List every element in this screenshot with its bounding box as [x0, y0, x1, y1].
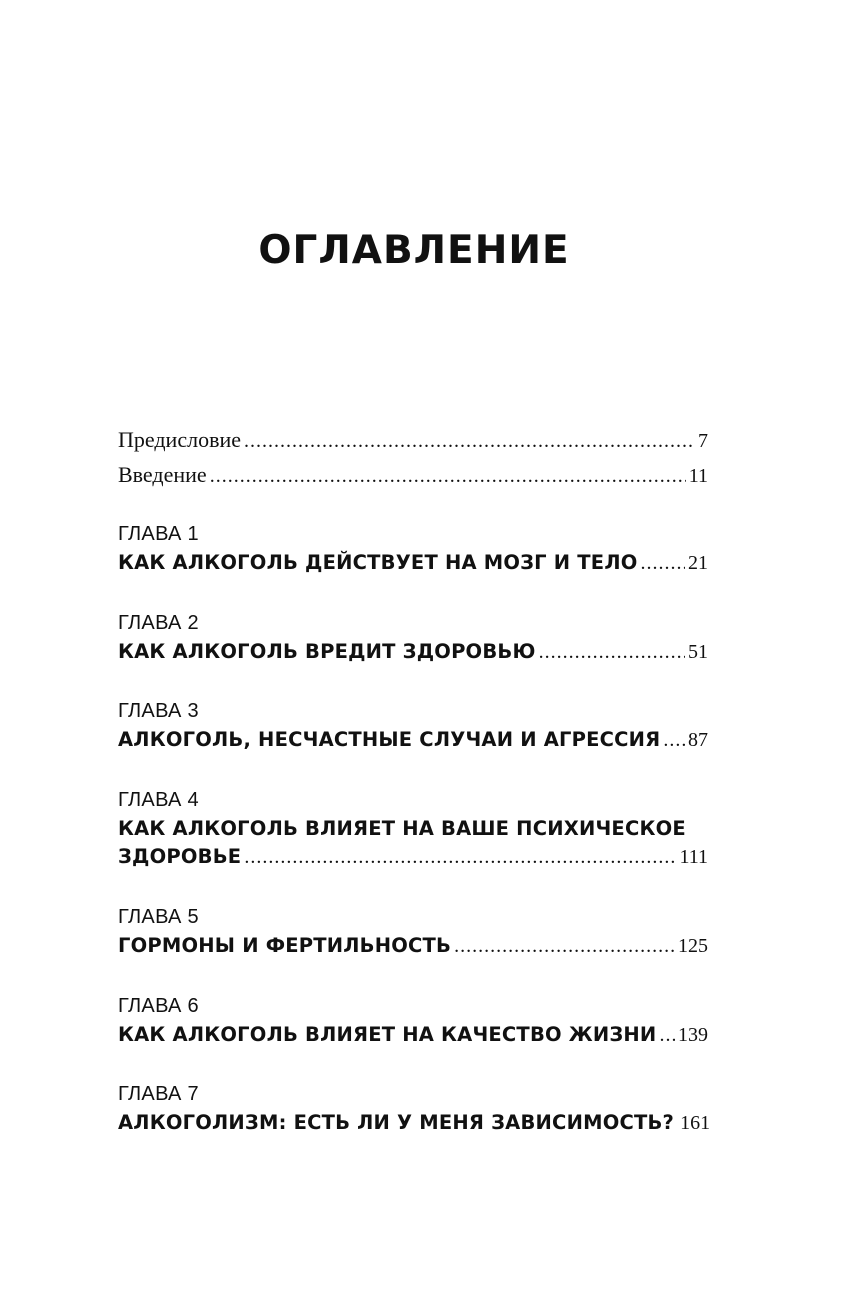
toc-page-number: 125	[678, 935, 708, 957]
toc-page-number: 111	[679, 846, 708, 868]
toc-page-number: 51	[688, 641, 708, 663]
toc-entry-chapter-2[interactable]	[118, 640, 708, 664]
chapter-label: ГЛАВА 7	[118, 1083, 199, 1105]
toc-entry-label: Введение	[118, 462, 207, 487]
toc-page-number: 139	[678, 1024, 708, 1046]
chapter-label: ГЛАВА 4	[118, 789, 199, 811]
toc-entry-chapter-1[interactable]	[118, 551, 708, 575]
toc-page-number: 21	[688, 552, 708, 574]
toc-page-number: 11	[688, 465, 708, 487]
chapter-label: ГЛАВА 2	[118, 612, 199, 634]
chapter-title: ГОРМОНЫ И ФЕРТИЛЬНОСТЬ	[118, 934, 452, 957]
toc-entry-label: Предисловие	[118, 427, 241, 452]
chapter-title: АЛКОГОЛИЗМ: ЕСТЬ ЛИ У МЕНЯ ЗАВИСИМОСТЬ?	[118, 1111, 675, 1134]
dot-leader	[210, 465, 686, 488]
dot-leader	[244, 430, 695, 453]
dot-leader	[539, 641, 685, 664]
chapter-title: КАК АЛКОГОЛЬ ВЛИЯЕТ НА КАЧЕСТВО ЖИЗНИ	[118, 1023, 657, 1046]
toc-entry-chapter-3[interactable]	[118, 728, 708, 752]
chapter-label: ГЛАВА 3	[118, 700, 199, 722]
dot-leader	[244, 846, 676, 869]
chapter-label: ГЛАВА 6	[118, 995, 199, 1017]
toc-page-number: 161	[680, 1112, 711, 1134]
chapter-title-line-1[interactable]: КАК АЛКОГОЛЬ ВЛИЯЕТ НА ВАШЕ ПСИХИЧЕСКОЕ	[118, 817, 686, 840]
toc-entry-chapter-5[interactable]	[118, 934, 708, 958]
toc-entry-introduction[interactable]	[118, 462, 708, 488]
chapter-title: КАК АЛКОГОЛЬ ВРЕДИТ ЗДОРОВЬЮ	[118, 640, 536, 663]
dot-leader	[659, 1024, 675, 1047]
dot-leader	[663, 729, 685, 752]
chapter-title: КАК АЛКОГОЛЬ ДЕЙСТВУЕТ НА МОЗГ И ТЕЛО	[118, 551, 638, 574]
dot-leader	[641, 552, 686, 575]
page-title: ОГЛАВЛЕНИЕ	[258, 228, 570, 273]
toc-page-number: 7	[698, 430, 708, 452]
toc-entry-chapter-4[interactable]	[118, 845, 708, 869]
toc-entry-preface[interactable]	[118, 427, 708, 453]
dot-leader	[454, 935, 675, 958]
chapter-title: АЛКОГОЛЬ, НЕСЧАСТНЫЕ СЛУЧАИ И АГРЕССИЯ	[118, 728, 661, 751]
toc-entry-chapter-6[interactable]	[118, 1023, 708, 1047]
toc-entry-chapter-7[interactable]	[118, 1111, 711, 1135]
chapter-label: ГЛАВА 5	[118, 906, 199, 928]
chapter-label: ГЛАВА 1	[118, 523, 199, 545]
chapter-title-line-2: ЗДОРОВЬЕ	[118, 845, 242, 868]
toc-page-number: 87	[688, 729, 708, 751]
